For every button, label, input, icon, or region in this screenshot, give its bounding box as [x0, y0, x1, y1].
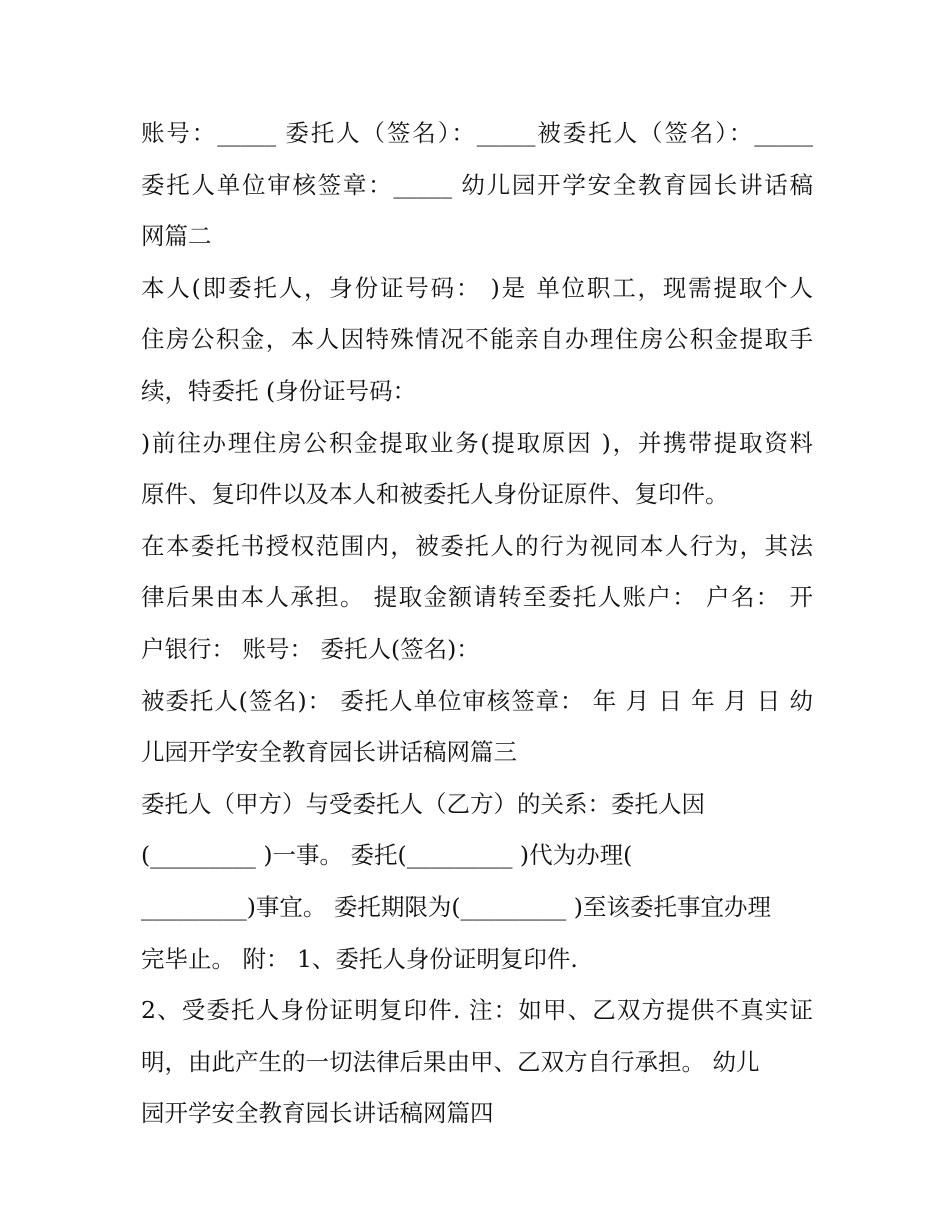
text-line: _________)事宜。 委托期限为(_________ )至该委托事宜办理 [141, 892, 771, 921]
text-line: 律后果由本人承担。 提取金额请转至委托人账户： 户名： 开 [141, 583, 813, 612]
text-line: 本人(即委托人，身份证号码： )是 单位职工，现需提取个人 [141, 273, 813, 302]
text-line: 2、受委托人身份证明复印件. 注：如甲、乙双方提供不真实证 [141, 996, 813, 1025]
text-line: 园开学安全教育园长讲话稿网篇四 [141, 1099, 494, 1128]
text-line: 续，特委托 (身份证号码： [141, 376, 417, 405]
text-line: 原件、复印件以及本人和被委托人身份证原件、复印件。 [141, 480, 729, 509]
text-line: 户银行： 账号： 委托人(签名)： [141, 634, 480, 663]
document-body [141, 108, 813, 1140]
text-line: )前往办理住房公积金提取业务(提取原因 )，并携带提取资料 [141, 428, 813, 457]
text-line: 网篇二 [141, 222, 212, 251]
text-line: 在本委托书授权范围内，被委托人的行为视同本人行为，其法 [141, 531, 813, 560]
text-line: 明，由此产生的一切法律后果由甲、乙双方自行承担。 幼儿 [141, 1047, 760, 1076]
text-line: (_________ )一事。 委托(_________ )代为办理( [141, 841, 633, 870]
text-line: 被委托人(签名)： 委托人单位审核签章： 年 月 日 年 月 日 幼 [141, 686, 813, 715]
text-line: 账号：_____ 委托人（签名）：_____被委托人（签名）：_____ [141, 119, 813, 147]
text-line: 完毕止。 附： 1、委托人身份证明复印件. [141, 944, 578, 973]
text-line: 住房公积金，本人因特殊情况不能亲自办理住房公积金提取手 [141, 325, 813, 354]
text-line: 委托人（甲方）与受委托人（乙方）的关系：委托人因 [141, 789, 705, 818]
text-line: 儿园开学安全教育园长讲话稿网篇三 [141, 738, 517, 767]
text-line: 委托人单位审核签章：_____ 幼儿园开学安全教育园长讲话稿 [141, 170, 813, 199]
